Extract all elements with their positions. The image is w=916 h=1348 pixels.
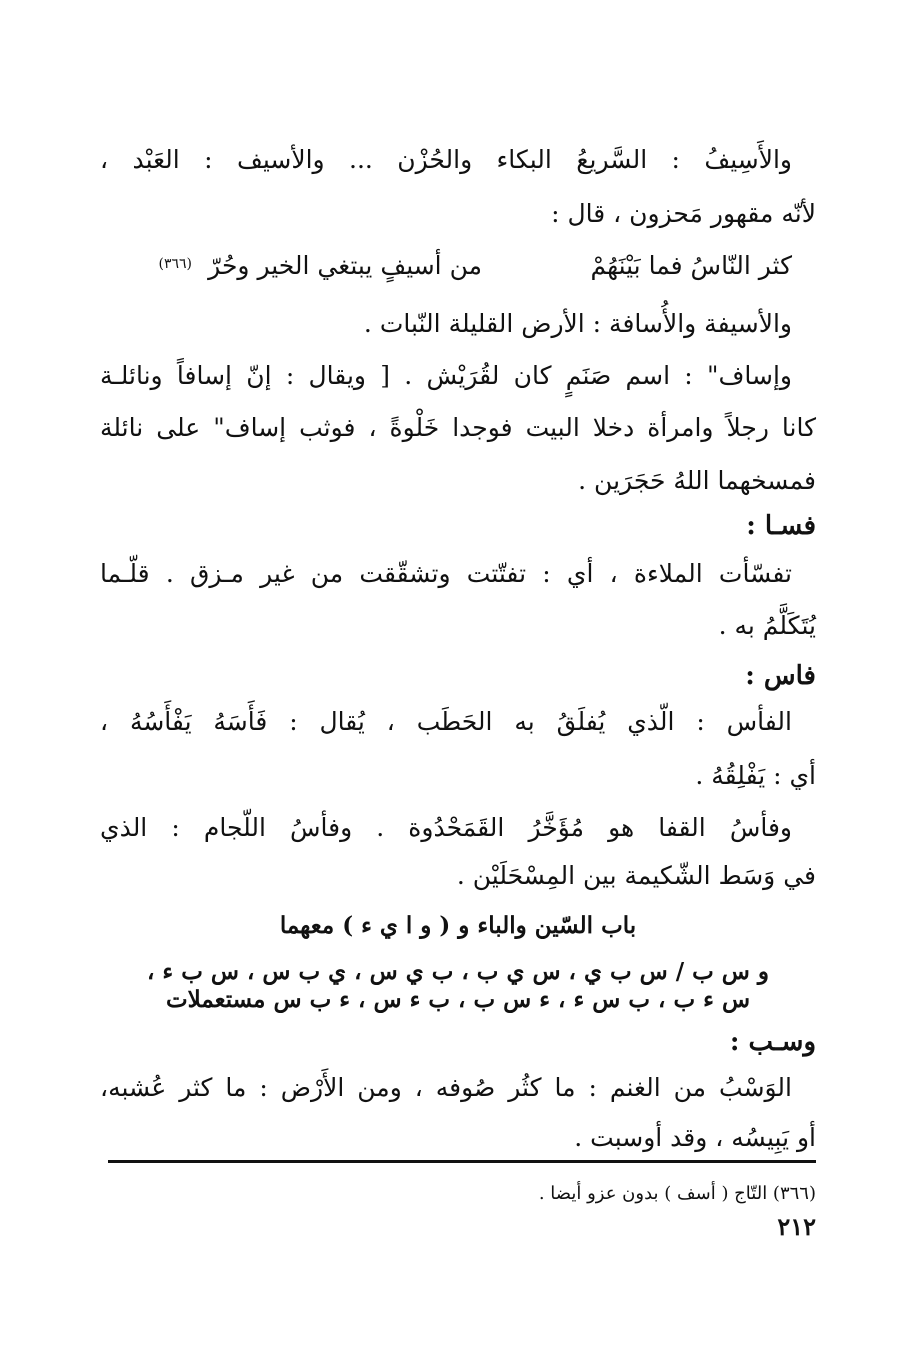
- entry-heading-wsb: وسـب :: [729, 1027, 816, 1057]
- footnote-divider: [108, 1160, 816, 1163]
- text-line: والأسيفة والأُسافة : الأرض القليلة النّبات .: [363, 309, 792, 338]
- verse-first-hemistich: كثر النّاسُ فما بَيْنَهُمْ: [590, 251, 792, 280]
- text-line: كانا رجلاً وامرأة دخلا البيت فوجدا خَلْوةً ، فوثب إساف" على نائلة: [100, 413, 816, 442]
- entry-heading-fas: فاس :: [745, 661, 816, 691]
- text-line: لأنّه مقهور مَحزون ، قال :: [551, 199, 816, 228]
- text-line: الوَسْبُ من الغنم : ما كثُر صُوفه ، ومن الأَرْض : ما كثر عُشبه،: [100, 1073, 792, 1102]
- chapter-roots-line: و س ب / س ب ي ، س ي ب ، ب ي س ، ي ب س ، س ب ء ،: [147, 958, 769, 985]
- entry-heading-fsa: فسـا :: [746, 511, 816, 541]
- poem-verse: [100, 246, 792, 286]
- footnote: (٣٦٦) التّاج ( أسف ) بدون عزو أيضا .: [538, 1183, 816, 1204]
- text-line: فمسخهما اللهُ حَجَرَين .: [578, 466, 816, 495]
- text-line: أي : يَفْلِقُهُ .: [695, 761, 816, 790]
- text-line: وإساف" : اسم صَنَمٍ كان لقُرَيْش . [ ويقال : إنّ إسافاً ونائلـة: [100, 361, 792, 390]
- chapter-title: باب السّين والباء و ( و ا ي ء ) معهما: [279, 912, 637, 939]
- verse-second-hemistich: من أسيفٍ يبتغي الخير وحُرّ: [208, 251, 482, 280]
- page-number: ٢١٢: [777, 1212, 816, 1241]
- text-line: أو يَبِيسُه ، وقد أوسبت .: [574, 1123, 816, 1152]
- text-line: الفأس : الّذي يُفلَقُ به الحَطَب ، يُقال : فَأَسَهُ يَفْأَسُهُ ،: [100, 707, 792, 736]
- footnote-reference: (٣٦٦): [158, 256, 192, 272]
- text-line: والأَسِيفُ : السَّريعُ البكاء والحُزْن ... والأسيف : العَبْد ،: [100, 145, 792, 174]
- text-line: يُتَكَلَّمُ به .: [718, 611, 816, 640]
- text-line: تفسّأت الملاءة ، أي : تفتّتت وتشقّقت من غير مـزق . قلّـما: [100, 559, 792, 588]
- chapter-roots-line: س ء ب ، ب س ء ، ء س ب ، ب ء س ، ء ب س مستعملات: [165, 986, 751, 1013]
- text-line: في وَسَط الشّكيمة بين المِسْحَلَيْن .: [456, 861, 816, 890]
- text-line: وفأسُ القفا هو مُؤَخَّرُ القَمَحْدُوة . وفأسُ اللّجام : الذي: [100, 813, 792, 842]
